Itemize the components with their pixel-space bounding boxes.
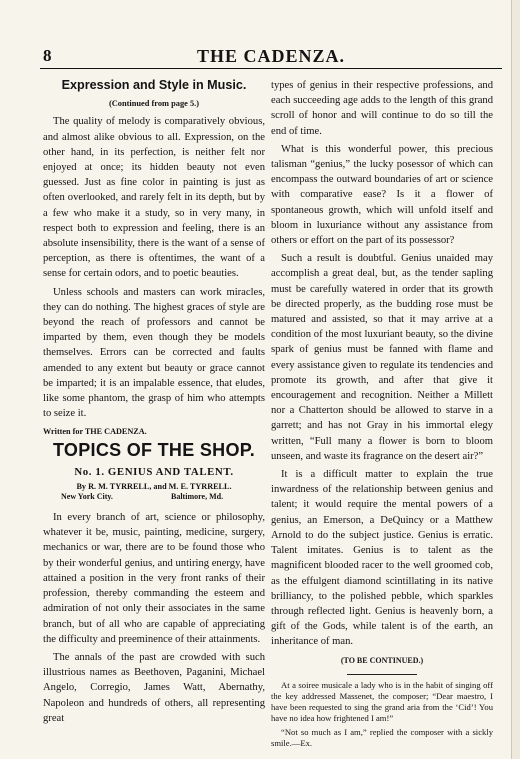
paragraph: The quality of melody is comparatively obvious, and almost alike obvious to all. Expression, on the other hand, in its perfection, is neither felt nor enjoyed at once; its hidden beauty not even guessed. Just as fine color in painting is just as often overlooked, and rarely felt in its depth, but by a few who make it a study, so in very many, in respect both to expression and feeling, there is an absolute insensibility, there is the want of a sense of perception, as there is oftentimes, the want of a sense for certain odors, and to poetic beauties.	[43, 116, 265, 280]
byline: By R. M. TYRRELL, and M. E. TYRRELL.	[76, 482, 232, 492]
section-title: TOPICS OF THE SHOP.	[52, 439, 256, 460]
to-be-continued: (TO BE CONTINUED.)	[340, 655, 424, 665]
paragraph: Unless schools and masters can work miracles, they can do nothing. The highest graces of style are beyond the reach of professors and cannot be imparted by them, even though they be models themselves. Errors can be corrected and faults amended to any extent but beauty or grace cannot be imparted; it is an impalable essence, that eludes, like some phantom, the grasp of him who attempts to seize it.	[43, 286, 265, 420]
divider-rule	[347, 674, 417, 675]
paragraph: In every branch of art, science or philosophy, whatever it be, music, painting, medicine, surgery, mechanics or war, there are to be found those who by their wonderful genius, and untiring energy, have attained a position in the very front ranks of their profession, thereby commanding the esteem and admiration of not only their associates in the same branch, but of all who are capable of appreciating the difficulty and preeminence of their attainments.	[43, 512, 265, 645]
anecdote-reply: “Not so much as I am,” replied the composer with a sickly smile.—Ex.	[271, 726, 493, 748]
paragraph: The annals of the past are crowded with such illustrious names as Beethoven, Paganini, Michael Angelo, Corregio, James Watt, Abernathy, Napoleon and hundreds of others, all representing great	[43, 651, 265, 724]
page-number: 8	[43, 46, 52, 65]
written-for-line: Written for THE CADENZA.	[43, 427, 147, 437]
page-edge	[511, 0, 520, 759]
paragraph: It is a difficult matter to explain the true inwardness of the relationship between genius and talent; it would require the mental powers of a genius, an Emerson, a DeQuincy or a Matthew Arnold to do the subject justice. Genius is erratic. Talent imitates. Genius is to talent as the magnificent blooded racer to the well groomed cob, as the effulgent diamond scintillating in its native brilliancy, to the polished pebble, which sparkles through reflected light. Genius is heavenly born, a gift of the Gods, while talent is of the earth, an inheritance of man.	[271, 469, 493, 648]
author-places	[43, 492, 265, 502]
paragraph: Such a result is doubtful. Genius unaided may accomplish a great deal, but, as the tender sapling must be carefully watered in order that its growth be directed properly, as the budding rose must be matured and assisted, so that it may arrive at a condition of the most luxuriant beauty, so the divine spark of genius must be fanned with flame and every assistance given to regulate its tendencies and promote its growth, and after that give it encouragement and recognition. Neither a Millett nor a Chatterton should be allowed to starve in a garrett; and has not Gray in his immortal elegy written, “Full many a flower is born to bloom unseen, and waste its fragrance on the desert air?”	[271, 253, 493, 462]
masthead-title: THE CADENZA.	[196, 46, 346, 66]
place-new-york: New York City.	[61, 492, 113, 502]
continued-note: (Continued from page 5.)	[108, 99, 200, 109]
left-column	[43, 78, 265, 729]
paragraph: What is this wonderful power, this precious talisman “genius,” the lucky posessor of which can encompass the outward boundaries of art or science with comparative ease? Is it a flower of spontaneous growth, which will unfold itself and bloom in luxuriance without any assistance from others or effort on the part of its possessor?	[271, 143, 493, 247]
paragraph: types of genius in their respective professions, and each succeeding age adds to the length of this grand scroll of honor and will continue to do so till the end of time.	[271, 80, 493, 137]
right-column	[271, 78, 493, 752]
sub-heading: No. 1. GENIUS AND TALENT.	[74, 465, 234, 478]
page-header	[40, 44, 502, 69]
article-title: Expression and Style in Music.	[61, 78, 247, 92]
place-baltimore: Baltimore, Md.	[171, 492, 224, 502]
anecdote: At a soiree musicale a lady who is in the habit of singing off the key addressed Massenet, the composer; “Dear maestro, I have been requested to sing the grand aria from the ‘Cid’! You have no idea how frightened I am!”	[271, 679, 493, 723]
